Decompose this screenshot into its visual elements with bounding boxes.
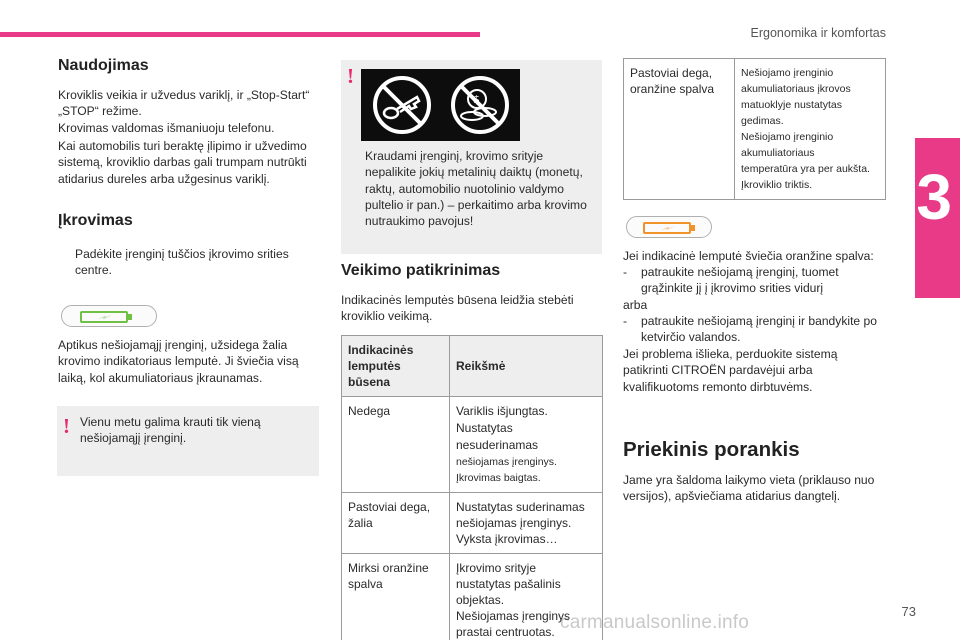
orange-indicator-lamp [626,216,712,238]
warning-icon: ! [63,414,70,438]
table-row [342,397,603,493]
usage-paragraph-2: Kai automobilis turi beraktę įlipimo ir užvedimo sistemą, kroviklio darbas gali trumpam nutrūkti atidarius dureles arba užgesinus variklį. [58,139,307,186]
table-row [342,493,603,554]
no-coins-icon [453,78,507,132]
page-number: 73 [901,604,916,619]
table-row [624,59,886,200]
armrest-heading: Priekinis porankis [623,438,800,461]
armrest-paragraph: Jame yra šaldoma laikymo vieta (priklauso nuo versijos), apšviečiama atidarius dangtelį. [623,473,875,504]
orange-instruction-2: - patraukite nešiojamą įrenginį ir bandykite po ketvirčio valandos. [623,314,877,345]
table-cell: Nešiojamo įrenginio akumuliatoriaus įkrovos matuoklyje nustatytas gedimas. Nešiojamo įrenginio akumuliatoriaus temperatūra yra per aukšta. Įkroviklio triktis. [735,59,886,200]
header-accent-bar [0,32,480,37]
orange-lamp-paragraph: Jei indikacinė lemputė šviečia oranžine spalva: [623,249,874,263]
table-cell: Įkrovimo srityje nustatytas pašalinis objektas. Nešiojamas įrenginys prastai centruotas. [450,554,603,640]
warning-icon: ! [347,64,354,88]
lightning-icon [96,310,114,324]
check-paragraph: Indikacinės lemputės būsena leidžia stebėti kroviklio veikimą. [341,293,574,324]
table-header-cell: Reikšmė [450,336,603,397]
single-device-warning: ! Vienu metu galima krauti tik vieną nešiojamąjį įrenginį. [57,406,319,476]
table-cell: Nustatytas suderinamas nešiojamas įrenginys. Vyksta įkrovimas… [450,493,603,554]
usage-heading: Naudojimas [58,57,149,74]
table-header-cell: Indikacinės lemputės būsena [342,336,450,397]
charging-bullet: Padėkite įrenginį tuščios įkrovimo srities centre. [75,247,289,278]
or-text: arba [623,298,648,312]
usage-paragraph-1: Kroviklis veikia ir užvedus variklį, ir „Stop-Start“ „STOP“ režime. Krovimas valdomas išmaniuoju telefonu. [58,88,310,135]
metal-objects-warning: ! $ Kraudami įrenginį, krovimo srityje nepalikite jokių metalinių daiktų (monetų, raktų, automobilio nuotolinio valdymo pultelio ir pan.) – perkaitimo arba krovimo nutraukimo pavojus! [341,60,602,254]
lightning-icon [659,221,677,235]
table-row [342,554,603,640]
table-cell: Nedega [342,397,450,493]
orange-lamp-paragraph-2: Jei problema išlieka, perduokite sistemą patikrinti CITROËN pardavėjui arba kvalifikuotoms remonto dirbtuvėms. [623,347,838,394]
orange-instruction-1: - patraukite nešiojamą įrenginį, tuomet grąžinkite jį į įkrovimo srities vidurį [623,265,839,296]
indicator-status-table [341,335,603,640]
chapter-number: 3 [916,161,952,233]
check-heading: Veikimo patikrinimas [341,262,501,279]
table-header-row [342,336,603,397]
svg-text:$: $ [473,93,480,106]
no-key-icon [375,78,429,132]
prohibition-pictogram [361,69,520,141]
orange-status-table [623,58,886,200]
green-indicator-lamp [61,305,157,327]
table-cell: Variklis išjungtas. Nustatytas nesuderinamas nešiojamas įrenginys. Įkrovimas baigtas. [450,397,603,493]
charging-heading: Įkrovimas [58,212,133,229]
table-cell: Pastoviai dega, žalia [342,493,450,554]
table-cell: Pastoviai dega, oranžine spalva [624,59,735,200]
green-lamp-paragraph: Aptikus nešiojamąjį įrenginį, užsidega žalia krovimo indikatoriaus lemputė. Ji šviečia visą laiką, kol akumuliatoriaus įkraunamas. [58,338,299,385]
watermark: carmanualsonline.info [560,612,750,633]
table-cell: Mirksi oranžine spalva [342,554,450,640]
chapter-title: Ergonomika ir komfortas [750,26,886,40]
